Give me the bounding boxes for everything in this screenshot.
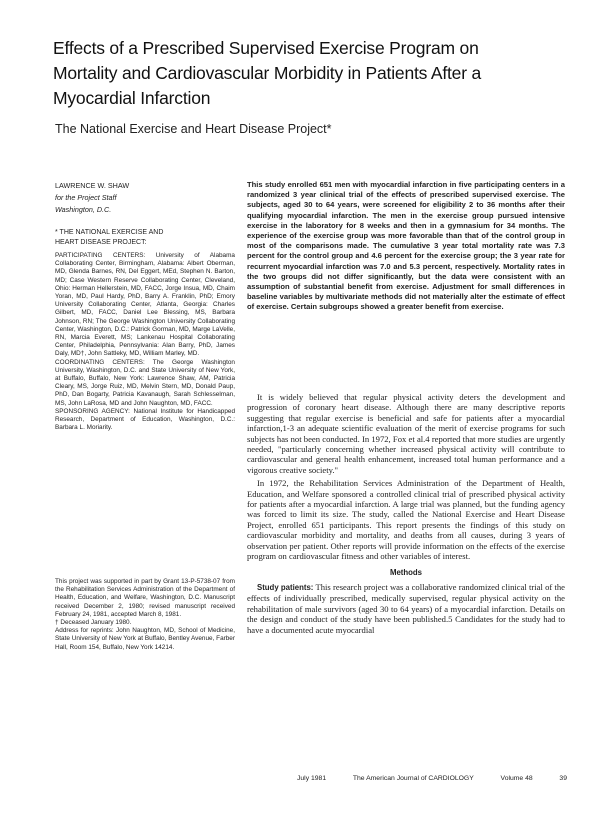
footer-date: July 1981	[297, 775, 327, 782]
participating-centers	[55, 252, 235, 359]
sponsoring-agency	[55, 408, 235, 433]
group-heading	[55, 228, 235, 248]
centers-list	[55, 252, 235, 432]
coordinating-heading: COORDINATING CENTERS:	[55, 358, 145, 366]
coordinating-centers	[55, 359, 235, 408]
footer-volume: Volume 48	[500, 775, 533, 782]
footer-page-number: 39	[559, 775, 567, 782]
footer-journal: The American Journal of CARDIOLOGY	[352, 775, 474, 782]
article-title	[53, 36, 573, 111]
author-name: LAWRENCE W. SHAW	[55, 181, 130, 190]
footnote-reprints: Address for reprints: John Naughton, MD, School of Medicine, State University of New York at Buffalo, Bentley Avenue, Farber Hall, Room 154, Buffalo, New York 14214.	[55, 627, 235, 651]
abstract: This study enrolled 651 men with myocardial infarction in five participating centers in a randomized 3 year clinical trial of the effects of prescribed supervised exercise. The subjects, aged 30 to 64 years, were screened for eligibility 2 to 36 months after their qualifying myocardial infarction. The men in the exercise group pursued intensive exercise in the laboratory for 8 weeks and then in a gymnasium for 34 months. The experience of the exercise group was more favorable than that of the control group in most of the comparisons made. The cumulative 3 year total mortality rate was 7.3 percent for the control group and 4.6 percent for the exercise group; the 3 year rate for recurrent myocardial infarction was 7.0 and 5.3 percent, respectively. Mortality rates in the two groups did not differ significantly, but the data were consistent with an assumption of substantial benefit from exercise. Adjustment for small differences in baseline variables by multivariate methods did not materially alter the estimate of effect of exercise. Certain subgroups showed a greater benefit from exercise.	[247, 180, 565, 312]
footnote-block	[55, 578, 235, 652]
coordinating-text: The George Washington University, Washington, D.C. and State University of New York, at Buffalo, Buffalo, New York: Lawrence Shaw, AM, Patricia Cleary, MS, Jorge Ruiz, MD, Melvin Stern, MD, Donald Paup, PhD, Dan Bogarty, Patricia Kavanaugh, Sarah Schlesselman, MS, John LaRosa, MD and John Naughton, MD, FACC.	[55, 358, 235, 407]
body-text	[247, 392, 565, 638]
group-heading-line-2: HEART DISEASE PROJECT:	[55, 239, 147, 246]
author-location: Washington, D.C.	[55, 205, 112, 214]
title-line-3: Myocardial Infarction	[53, 88, 211, 108]
footnote-deceased: † Deceased January 1980.	[55, 619, 132, 627]
title-line-2: Mortality and Cardiovascular Morbidity in Patients After a	[53, 63, 482, 83]
sponsoring-heading: SPONSORING AGENCY:	[55, 407, 130, 415]
author-column	[55, 180, 235, 432]
author-block	[55, 180, 235, 216]
methods-heading: Methods	[389, 567, 423, 577]
page-footer	[297, 775, 567, 782]
title-line-1: Effects of a Prescribed Supervised Exercise Program on	[53, 38, 479, 58]
footnote-support: This project was supported in part by Grant 13-P-5738-07 from the Rehabilitation Services Administration of the Department of Health, Education, and Welfare, Washington, D.C. Manuscript received December 2, 1980; revised manuscript received February 24, 1981, accepted March 8, 1981.	[55, 578, 235, 618]
group-heading-line-1: * THE NATIONAL EXERCISE AND	[55, 229, 164, 236]
study-patients-heading: Study patients:	[257, 582, 314, 592]
body-paragraph-2: In 1972, the Rehabilitation Services Administration of the Department of Health, Education, and Welfare sponsored a controlled clinical trial of prescribed physical activity for patients after a myocardial infarction. A large trial was planned, but the funding agency was forced to limit its size. The study, called the National Exercise and Heart Disease Project, enrolled 651 participants. This report presents the findings of this study on cardiovascular morbidity and mortality, and deaths from all causes, during 3 years of observation per patient. Other reports will provide information on the effects of the exercise program on cardiovascular fitness and other variables of interest.	[247, 478, 565, 562]
participating-heading: PARTICIPATING CENTERS:	[55, 252, 146, 259]
author-affiliation: for the Project Staff	[55, 193, 117, 202]
body-paragraph-3	[247, 582, 565, 635]
study-patients-text: This research project was a collaborative randomized clinical trial of the effects of individually prescribed, medically supervised, regular physical activity on the rehabilitation of male survivors (aged 30 to 64 years) of a myocardial infarction. Details on the design and conduct of the study have been published.5 Candidates for the study had to have a documented acute myocardial	[247, 581, 565, 635]
article-subtitle: The National Exercise and Heart Disease Project*	[55, 122, 332, 136]
participating-text: University of Alabama Collaborating Center, Birmingham, Alabama: Albert Oberman, MD, Glenda Barnes, RN, Del Eggert, MEd, Stephen N. Barton, MD; Case Western Reserve Collaborating Center, Cleveland, Ohio: Herman Hellerstein, MD, FACC, Jorge Insua, MD, Chaim Yoran, MD, Paul Hardy, PhD, Barry A. Franklin, PhD; Emory University Collaborating Center, Atlanta, Georgia: Charles Gilbert, MD, FACC, Daniel Lee Blessing, MS, Barbara Johnson, RN; The George Washington University Collaborating Center, Washington, D.C.: Patrick Gorman, MD, Marge LaVelle, RN, Marcia Everett, MS; Lankenau Hospital Collaborating Center, Philadelphia, Pennsylvania: Alan Barry, PhD, James Daly, MD†, John Sattleky, MD, William Marley, MD.	[55, 252, 235, 358]
sponsoring-text: National Institute for Handicapped Research, Department of Education, Washington, D.C.: Barbara L. Moriarity.	[55, 407, 236, 432]
body-paragraph-1: It is widely believed that regular physical activity deters the development and progression of coronary heart disease. Although there are many descriptive reports suggesting that regular exercise is beneficial and safe for patients after a myocardial infarction,1-3 an adequate scientific evaluation of the merit of exercise programs for such subjects has not been conducted. In 1972, Fox et al.4 reported that more studies are urgently needed, "particularly concerning whether increased physical activity will contribute to cardiovascular and general health enhancement, increased total human performance and a vigorous creative society."	[247, 392, 565, 475]
